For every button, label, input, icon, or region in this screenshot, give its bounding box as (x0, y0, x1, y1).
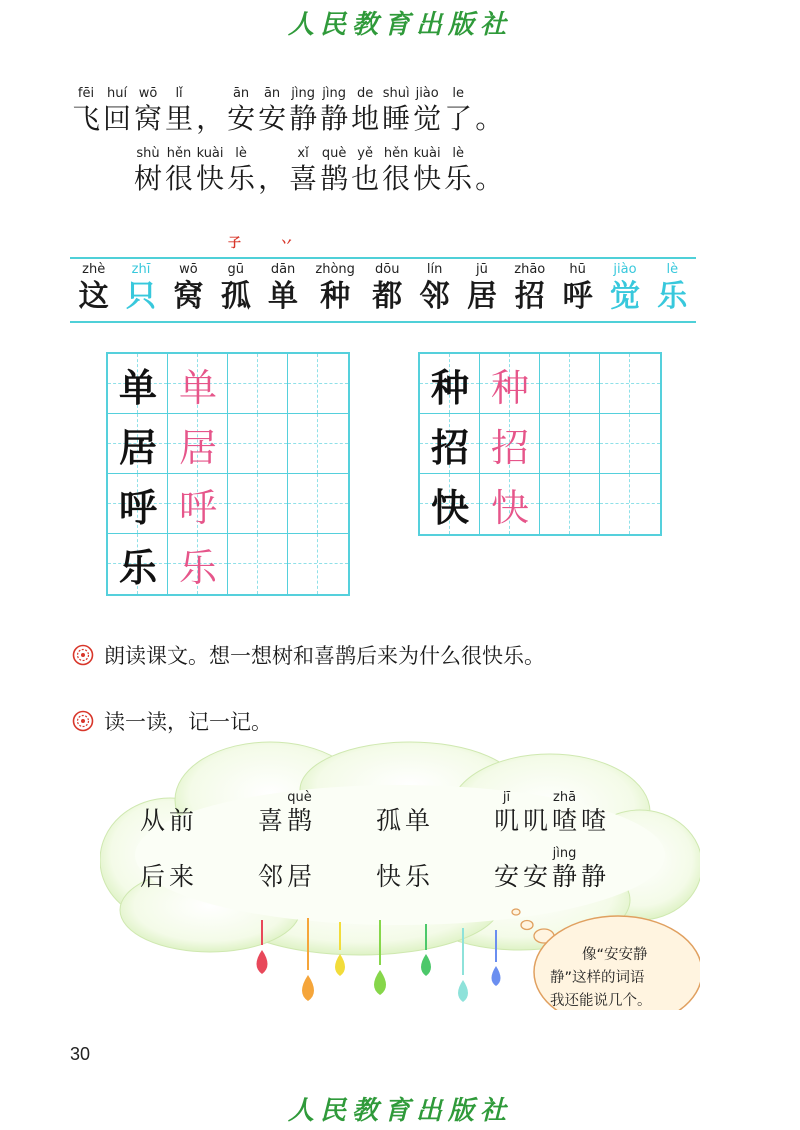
pinyin: xǐ (297, 146, 309, 161)
ruby-unit (196, 86, 224, 136)
pinyin: lǐ (175, 86, 183, 101)
pinyin: zhè (82, 262, 106, 277)
vocab-item (610, 262, 640, 316)
pinyin: shù (136, 146, 160, 161)
pinyin: ān (232, 86, 250, 101)
word-item (494, 790, 610, 836)
ruby-unit (523, 846, 548, 892)
vocab-item (268, 262, 298, 316)
ruby-unit (351, 146, 379, 196)
word-item (494, 846, 610, 892)
ruby-unit (258, 846, 283, 892)
ruby-unit (287, 846, 312, 892)
hanzi: 乐 (227, 162, 256, 195)
hanzi: 睡 (382, 102, 411, 135)
pinyin: hěn (166, 146, 192, 161)
pinyin: què (321, 146, 347, 161)
pinyin (581, 790, 606, 806)
ruby-unit (475, 146, 503, 196)
pinyin: ān (263, 86, 281, 101)
pinyin (523, 790, 548, 806)
ruby-unit (444, 86, 472, 136)
pinyin: wō (138, 86, 158, 101)
ruby-unit (405, 846, 430, 892)
hanzi: 居 (287, 862, 313, 891)
ruby-unit (581, 846, 606, 892)
ruby-unit (413, 146, 441, 196)
pinyin: lè (666, 262, 679, 277)
ruby-unit (382, 86, 410, 136)
trace-character: 招 (490, 425, 529, 470)
vocab-item (79, 262, 109, 316)
bubble-line-3: 我还能说几个。 (550, 993, 652, 1009)
pinyin: què (287, 790, 312, 805)
hanzi: 招 (514, 279, 545, 314)
hanzi: 喳 (581, 806, 607, 835)
ruby-unit (581, 790, 606, 836)
hanzi: 窝 (173, 279, 204, 314)
instruction-2 (72, 706, 272, 736)
hanzi: 从 (140, 806, 166, 835)
hanzi: 飞 (72, 102, 101, 135)
bubble-line-2: 静”这样的词语 (550, 970, 645, 986)
hanzi: 回 (103, 102, 132, 135)
hanzi: 快 (413, 162, 442, 195)
hanzi: 安 (523, 862, 549, 891)
instruction-1-text: 朗读课文。想一想树和喜鹊后来为什么很快乐。 (104, 644, 545, 668)
pinyin: lín (426, 262, 443, 277)
trace-cell (168, 354, 228, 414)
hanzi: 静 (289, 102, 318, 135)
model-cell (108, 354, 168, 414)
word-item (376, 790, 434, 836)
hanzi: 来 (169, 862, 195, 891)
trace-cell (168, 474, 228, 534)
practice-cell[interactable] (600, 354, 660, 414)
instruction-1 (72, 640, 545, 670)
hanzi: 鹊 (320, 162, 349, 195)
pinyin: hū (569, 262, 586, 277)
hanzi: 后 (140, 862, 166, 891)
hanzi: 里 (165, 102, 194, 135)
hanzi: 呼 (562, 279, 593, 314)
vocab-item (173, 262, 203, 316)
model-cell (108, 414, 168, 474)
hanzi: ， (196, 102, 225, 135)
hanzi: 乐 (444, 162, 473, 195)
pinyin: kuài (413, 146, 441, 161)
pinyin (494, 846, 519, 862)
trace-character: 居 (178, 425, 217, 470)
pinyin: zhī (131, 262, 151, 277)
model-cell (108, 474, 168, 534)
vocab-item (221, 262, 251, 316)
ruby-unit (475, 86, 503, 136)
hanzi: 也 (351, 162, 380, 195)
word-item (140, 790, 198, 836)
pinyin (169, 790, 194, 806)
writing-grid-right (418, 352, 662, 536)
ruby-unit (523, 790, 548, 836)
ruby-unit (289, 146, 317, 196)
hanzi: 静 (552, 862, 578, 891)
pinyin (140, 846, 165, 862)
ruby-unit (320, 86, 348, 136)
writing-grid-left (106, 352, 350, 596)
practice-cell[interactable] (288, 414, 348, 474)
trace-character: 单 (178, 365, 217, 410)
ruby-unit (289, 86, 317, 136)
ruby-unit (140, 846, 165, 892)
hanzi: 喜 (289, 162, 318, 195)
vocab-item (467, 262, 497, 316)
hanzi: 窝 (134, 102, 163, 135)
pinyin (581, 846, 606, 862)
hanzi: ， (258, 162, 287, 195)
pinyin (258, 846, 283, 862)
hanzi: 很 (165, 162, 194, 195)
model-cell (420, 474, 480, 534)
hanzi: 静 (320, 102, 349, 135)
ruby-unit (552, 846, 577, 892)
ruby-unit (552, 790, 577, 836)
passage-line-1 (72, 86, 506, 136)
pinyin: jiào (415, 86, 439, 101)
ruby-unit (405, 790, 430, 836)
hanzi: 前 (169, 806, 195, 835)
pinyin (523, 846, 548, 862)
word-list (140, 790, 660, 900)
pinyin: yě (357, 146, 373, 161)
pinyin: lè (235, 146, 247, 161)
hanzi: 树 (134, 162, 163, 195)
hanzi: 喜 (258, 806, 284, 835)
pinyin: fēi (77, 86, 95, 101)
hanzi: 觉 (609, 279, 640, 314)
ruby-unit (103, 86, 131, 136)
ruby-unit (258, 790, 283, 836)
practice-cell[interactable] (540, 414, 600, 474)
word-item (258, 790, 316, 836)
pinyin (140, 790, 165, 806)
publisher-logo-top: 人民教育出版社 (287, 10, 512, 40)
practice-cell[interactable] (540, 354, 600, 414)
pinyin: zhòng (315, 262, 355, 277)
practice-cell[interactable] (228, 474, 288, 534)
practice-cell[interactable] (540, 474, 600, 534)
hanzi: 很 (382, 162, 411, 195)
hanzi: 单 (268, 279, 299, 314)
publisher-logo-bottom: 人民教育出版社 (287, 1096, 512, 1126)
word-item (258, 846, 316, 892)
practice-cell[interactable] (228, 354, 288, 414)
vocab-item (372, 262, 402, 316)
trace-cell (168, 414, 228, 474)
ruby-unit (320, 146, 348, 196)
ruby-unit (494, 790, 519, 836)
trace-character: 快 (490, 485, 529, 530)
hanzi: 单 (405, 806, 431, 835)
pinyin: zhā (553, 790, 577, 805)
passage-line-2 (134, 146, 506, 196)
vocab-band-bottom-rule (70, 321, 696, 323)
pinyin: zhāo (514, 262, 546, 277)
page-number: 30 (70, 1044, 91, 1064)
trace-cell (480, 354, 540, 414)
hanzi: 鹊 (287, 806, 313, 835)
model-character: 招 (430, 424, 469, 470)
hanzi: 快 (196, 162, 225, 195)
stroke-hint-dian: 丷 (280, 236, 294, 251)
ruby-unit (258, 86, 286, 136)
hanzi: 这 (78, 279, 109, 314)
ruby-unit (382, 146, 410, 196)
pinyin: kuài (196, 146, 224, 161)
trace-character: 呼 (178, 485, 217, 530)
hanzi: 孤 (376, 806, 402, 835)
pinyin: de (357, 86, 374, 101)
ruby-unit (227, 86, 255, 136)
trace-cell (168, 534, 228, 594)
stroke-hint-zi: 子 (228, 236, 242, 251)
ruby-unit (413, 86, 441, 136)
pinyin (169, 846, 194, 862)
hanzi: 种 (320, 279, 351, 314)
model-cell (420, 414, 480, 474)
hanzi: 叽 (523, 806, 549, 835)
pinyin (376, 790, 401, 806)
ruby-unit (351, 86, 379, 136)
pinyin: dōu (375, 262, 400, 277)
pinyin (405, 790, 430, 806)
ruby-unit (165, 86, 193, 136)
practice-cell[interactable] (288, 474, 348, 534)
pinyin: lè (452, 146, 464, 161)
ruby-unit (376, 846, 401, 892)
word-item (376, 846, 434, 892)
vocab-item (420, 262, 450, 316)
hanzi: 都 (372, 279, 403, 314)
ruby-unit (258, 146, 286, 196)
ruby-unit (444, 146, 472, 196)
pinyin: shuì (382, 86, 410, 101)
model-character: 单 (118, 364, 157, 410)
model-character: 居 (118, 424, 157, 470)
hanzi: 乐 (657, 279, 688, 314)
model-character: 呼 (118, 484, 157, 530)
model-cell (420, 354, 480, 414)
ruby-unit (72, 86, 100, 136)
bubble-line-1: 像“安安静 (582, 947, 648, 963)
model-character: 快 (430, 484, 469, 530)
hanzi: 快 (376, 862, 402, 891)
model-character: 乐 (118, 544, 157, 590)
pinyin: jiào (613, 262, 637, 277)
speech-bubble (538, 936, 694, 1028)
pinyin (376, 846, 401, 862)
pinyin: jìng (322, 86, 346, 101)
trace-cell (480, 414, 540, 474)
ruby-unit (196, 146, 224, 196)
pinyin: jī (502, 790, 511, 805)
ruby-unit (227, 146, 255, 196)
pinyin: jìng (552, 846, 577, 861)
practice-cell[interactable] (288, 534, 348, 594)
pinyin: jìng (291, 86, 315, 101)
hanzi: 地 (351, 102, 380, 135)
pinyin: jū (476, 262, 488, 277)
vocab-item (657, 262, 687, 316)
word-item (140, 846, 198, 892)
practice-cell[interactable] (288, 354, 348, 414)
practice-cell[interactable] (600, 414, 660, 474)
hanzi: 喳 (552, 806, 578, 835)
hanzi: 居 (466, 279, 497, 314)
ruby-unit (134, 146, 162, 196)
vocab-band-top-rule (70, 257, 696, 259)
vocab-item (563, 262, 593, 316)
hanzi: 叽 (494, 806, 520, 835)
pinyin: le (452, 86, 464, 101)
ruby-unit (287, 790, 312, 836)
ruby-unit (169, 846, 194, 892)
hanzi: 乐 (405, 862, 431, 891)
pinyin: hěn (383, 146, 409, 161)
hanzi: 了 (444, 102, 473, 135)
hanzi: 。 (475, 102, 504, 135)
vocab-item (514, 262, 545, 316)
hanzi: 只 (126, 279, 157, 314)
pinyin (287, 846, 312, 862)
hanzi: 安 (258, 102, 287, 135)
model-character: 种 (430, 364, 469, 410)
hanzi: 觉 (413, 102, 442, 135)
practice-cell[interactable] (228, 414, 288, 474)
pinyin: gū (227, 262, 244, 277)
hanzi: 安 (227, 102, 256, 135)
ruby-unit (134, 86, 162, 136)
hanzi: 孤 (220, 279, 251, 314)
pinyin: huí (106, 86, 128, 101)
trace-character: 种 (490, 365, 529, 410)
hanzi: 邻 (258, 862, 284, 891)
vocab-item (315, 262, 355, 316)
ruby-unit (169, 790, 194, 836)
vocab-band (70, 262, 696, 316)
model-cell (108, 534, 168, 594)
instruction-2-text: 读一读，记一记。 (104, 710, 272, 734)
practice-cell[interactable] (228, 534, 288, 594)
pinyin (258, 790, 283, 806)
trace-character: 乐 (178, 545, 217, 590)
practice-cell[interactable] (600, 474, 660, 534)
trace-cell (480, 474, 540, 534)
vocab-item (126, 262, 156, 316)
hanzi: 静 (581, 862, 607, 891)
ruby-unit (165, 146, 193, 196)
seal-icon (72, 644, 94, 666)
ruby-unit (376, 790, 401, 836)
hanzi: 安 (494, 862, 520, 891)
ruby-unit (494, 846, 519, 892)
pinyin: dān (270, 262, 296, 277)
seal-icon (72, 710, 94, 732)
pinyin: wō (179, 262, 198, 277)
hanzi: 。 (475, 162, 504, 195)
pinyin (405, 846, 430, 862)
hanzi: 邻 (419, 279, 450, 314)
ruby-unit (140, 790, 165, 836)
